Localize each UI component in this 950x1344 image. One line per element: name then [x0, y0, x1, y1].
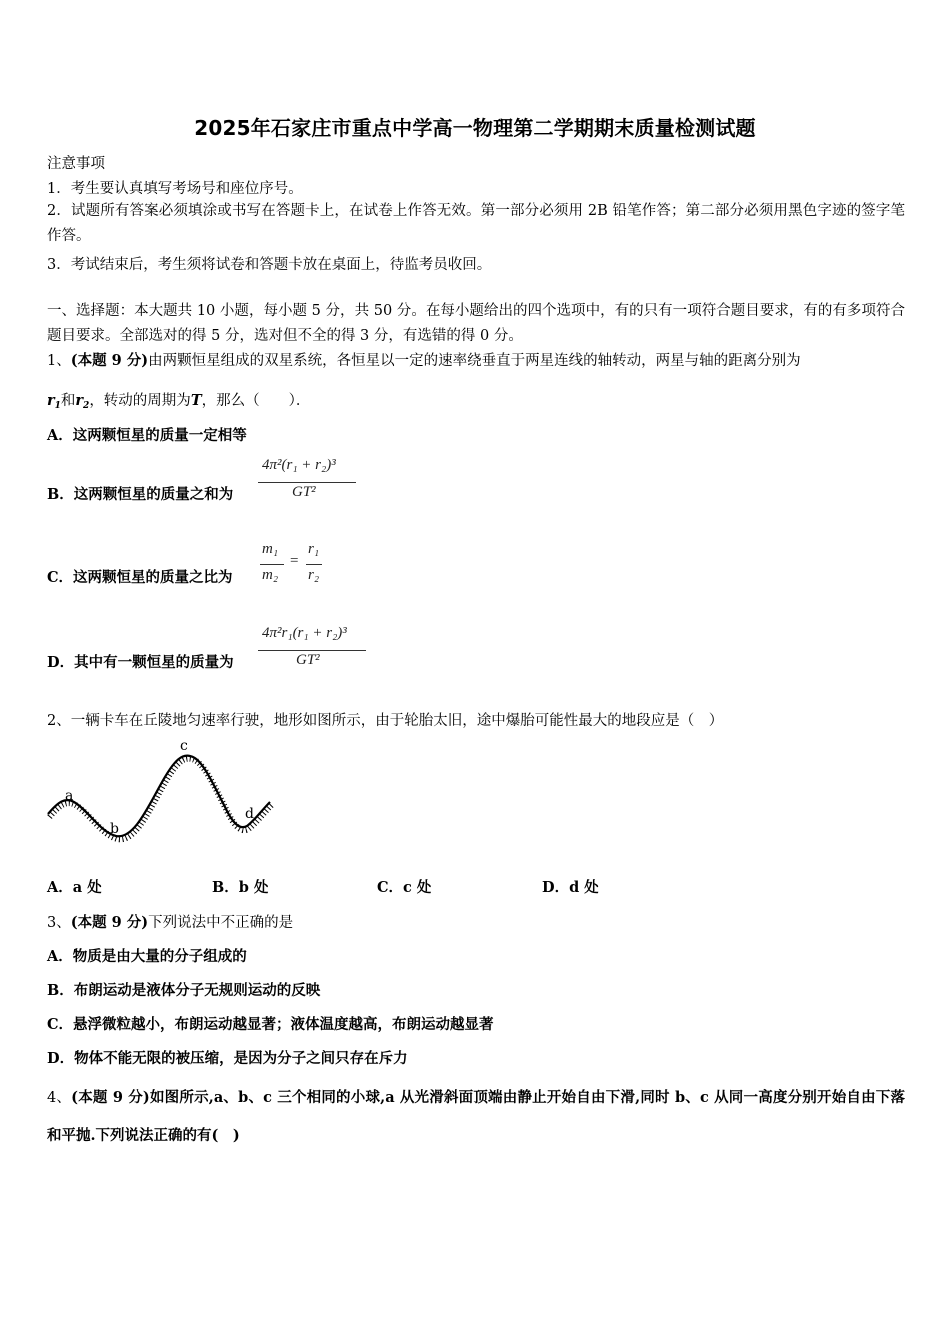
formula-C-left-den: m₂ [262, 567, 279, 583]
question-4-stem [47, 1079, 905, 1155]
question-score: (本题 9 分) [70, 914, 149, 931]
fraction-bar [258, 482, 356, 483]
question-score: (本题 9 分) [71, 1089, 150, 1106]
point-label-b: b [110, 821, 119, 837]
formula-D-denominator: GT² [296, 652, 320, 668]
terrain-curve [48, 756, 270, 837]
notice-item: 1．考生要认真填写考场号和座位序号。 [47, 181, 303, 197]
question-1-stem [47, 348, 905, 374]
var-r1: $r_1$ [47, 392, 61, 411]
formula-C [260, 540, 330, 590]
option-B: B．b 处 [212, 879, 269, 896]
formula-B-denominator: GT² [292, 484, 316, 500]
formula-B-numerator: 4π²(r₁ + r₂)³ [262, 457, 336, 473]
question-number: 3、 [47, 915, 71, 931]
fraction-bar [306, 564, 322, 565]
fraction-bar [258, 650, 366, 651]
notice-item: 3．考试结束后，考生须将试卷和答题卡放在桌面上，待监考员收回。 [47, 257, 492, 273]
option-D: D．d 处 [542, 879, 599, 896]
question-text: 下列说法中不正确的是 [148, 915, 294, 931]
text-end: ，那么（ ）． [201, 393, 311, 409]
question-number: 4、 [47, 1090, 72, 1106]
question-text: 如图所示,a、b、c 三个相同的小球,a 从光滑斜面顶端由静止开始自由下滑,同时 b、c 从同一高度分别开始自由下落和平抛.下列说法正确的有( ) [47, 1089, 906, 1144]
var-r2: $r_2$ [75, 392, 90, 411]
option-D: D．物体不能无限的被压缩，是因为分子之间只存在斥力 [47, 1050, 408, 1067]
point-label-d: d [245, 806, 254, 822]
option-B: B．这两颗恒星的质量之和为 [47, 486, 234, 503]
var-T: T [190, 392, 202, 409]
terrain-hatch [50, 759, 272, 840]
question-2-stem: 2、一辆卡车在丘陵地匀速率行驶，地形如图所示，由于轮胎太旧，途中爆胎可能性最大的地段应是（ ） [47, 713, 724, 729]
formula-D-numerator: 4π²r₁(r₁ + r₂)³ [262, 625, 347, 641]
question-number: 1、 [47, 353, 71, 369]
option-D: D．其中有一颗恒星的质量为 [47, 654, 234, 671]
formula-C-left-num: m₁ [262, 541, 279, 557]
formula-C-right-num: r₁ [308, 541, 320, 557]
notice-heading: 注意事项 [47, 156, 105, 172]
formula-D [258, 624, 370, 674]
point-label-a: a [65, 788, 74, 804]
option-C: C．这两颗恒星的质量之比为 [47, 569, 233, 586]
option-A: A．a 处 [47, 879, 102, 896]
formula-B [258, 456, 358, 506]
point-label-c: c [180, 738, 188, 754]
text-period: ，转动的周期为 [89, 393, 191, 409]
formula-C-right-den: r₂ [308, 567, 320, 583]
fraction-bar [260, 564, 284, 565]
section-intro: 一、选择题：本大题共 10 小题，每小题 5 分，共 50 分。在每小题给出的四个选项中，有的只有一项符合题目要求，有的有多项符合题目要求。全部选对的得 5 分，选对但不全的得 3 分，有选错的得 0 分。 [47, 303, 905, 344]
text-and: 和 [60, 393, 76, 409]
formula-C-equals: = [290, 553, 299, 569]
question-3-stem [47, 911, 293, 932]
option-B: B．布朗运动是液体分子无规则运动的反映 [47, 982, 321, 999]
option-A: A．物质是由大量的分子组成的 [47, 948, 247, 965]
terrain-figure [40, 732, 285, 847]
option-C: C．悬浮微粒越小，布朗运动越显著；液体温度越高，布朗运动越显著 [47, 1016, 494, 1033]
page-title: 2025年石家庄市重点中学高一物理第二学期期末质量检测试题 [194, 116, 756, 140]
question-text: 由两颗恒星组成的双星系统，各恒星以一定的速率绕垂直于两星连线的轴转动，两星与轴的距离分别为 [148, 353, 801, 369]
question-score: (本题 9 分) [70, 352, 149, 369]
option-C: C．c 处 [377, 879, 432, 896]
question-1-stem-cont [47, 389, 310, 411]
option-A: A．这两颗恒星的质量一定相等 [47, 427, 247, 444]
notice-item: 2．试题所有答案必须填涂或书写在答题卡上，在试卷上作答无效。第一部分必须用 2B 铅笔作答；第二部分必须用黑色字迹的签字笔作答。 [47, 203, 905, 244]
